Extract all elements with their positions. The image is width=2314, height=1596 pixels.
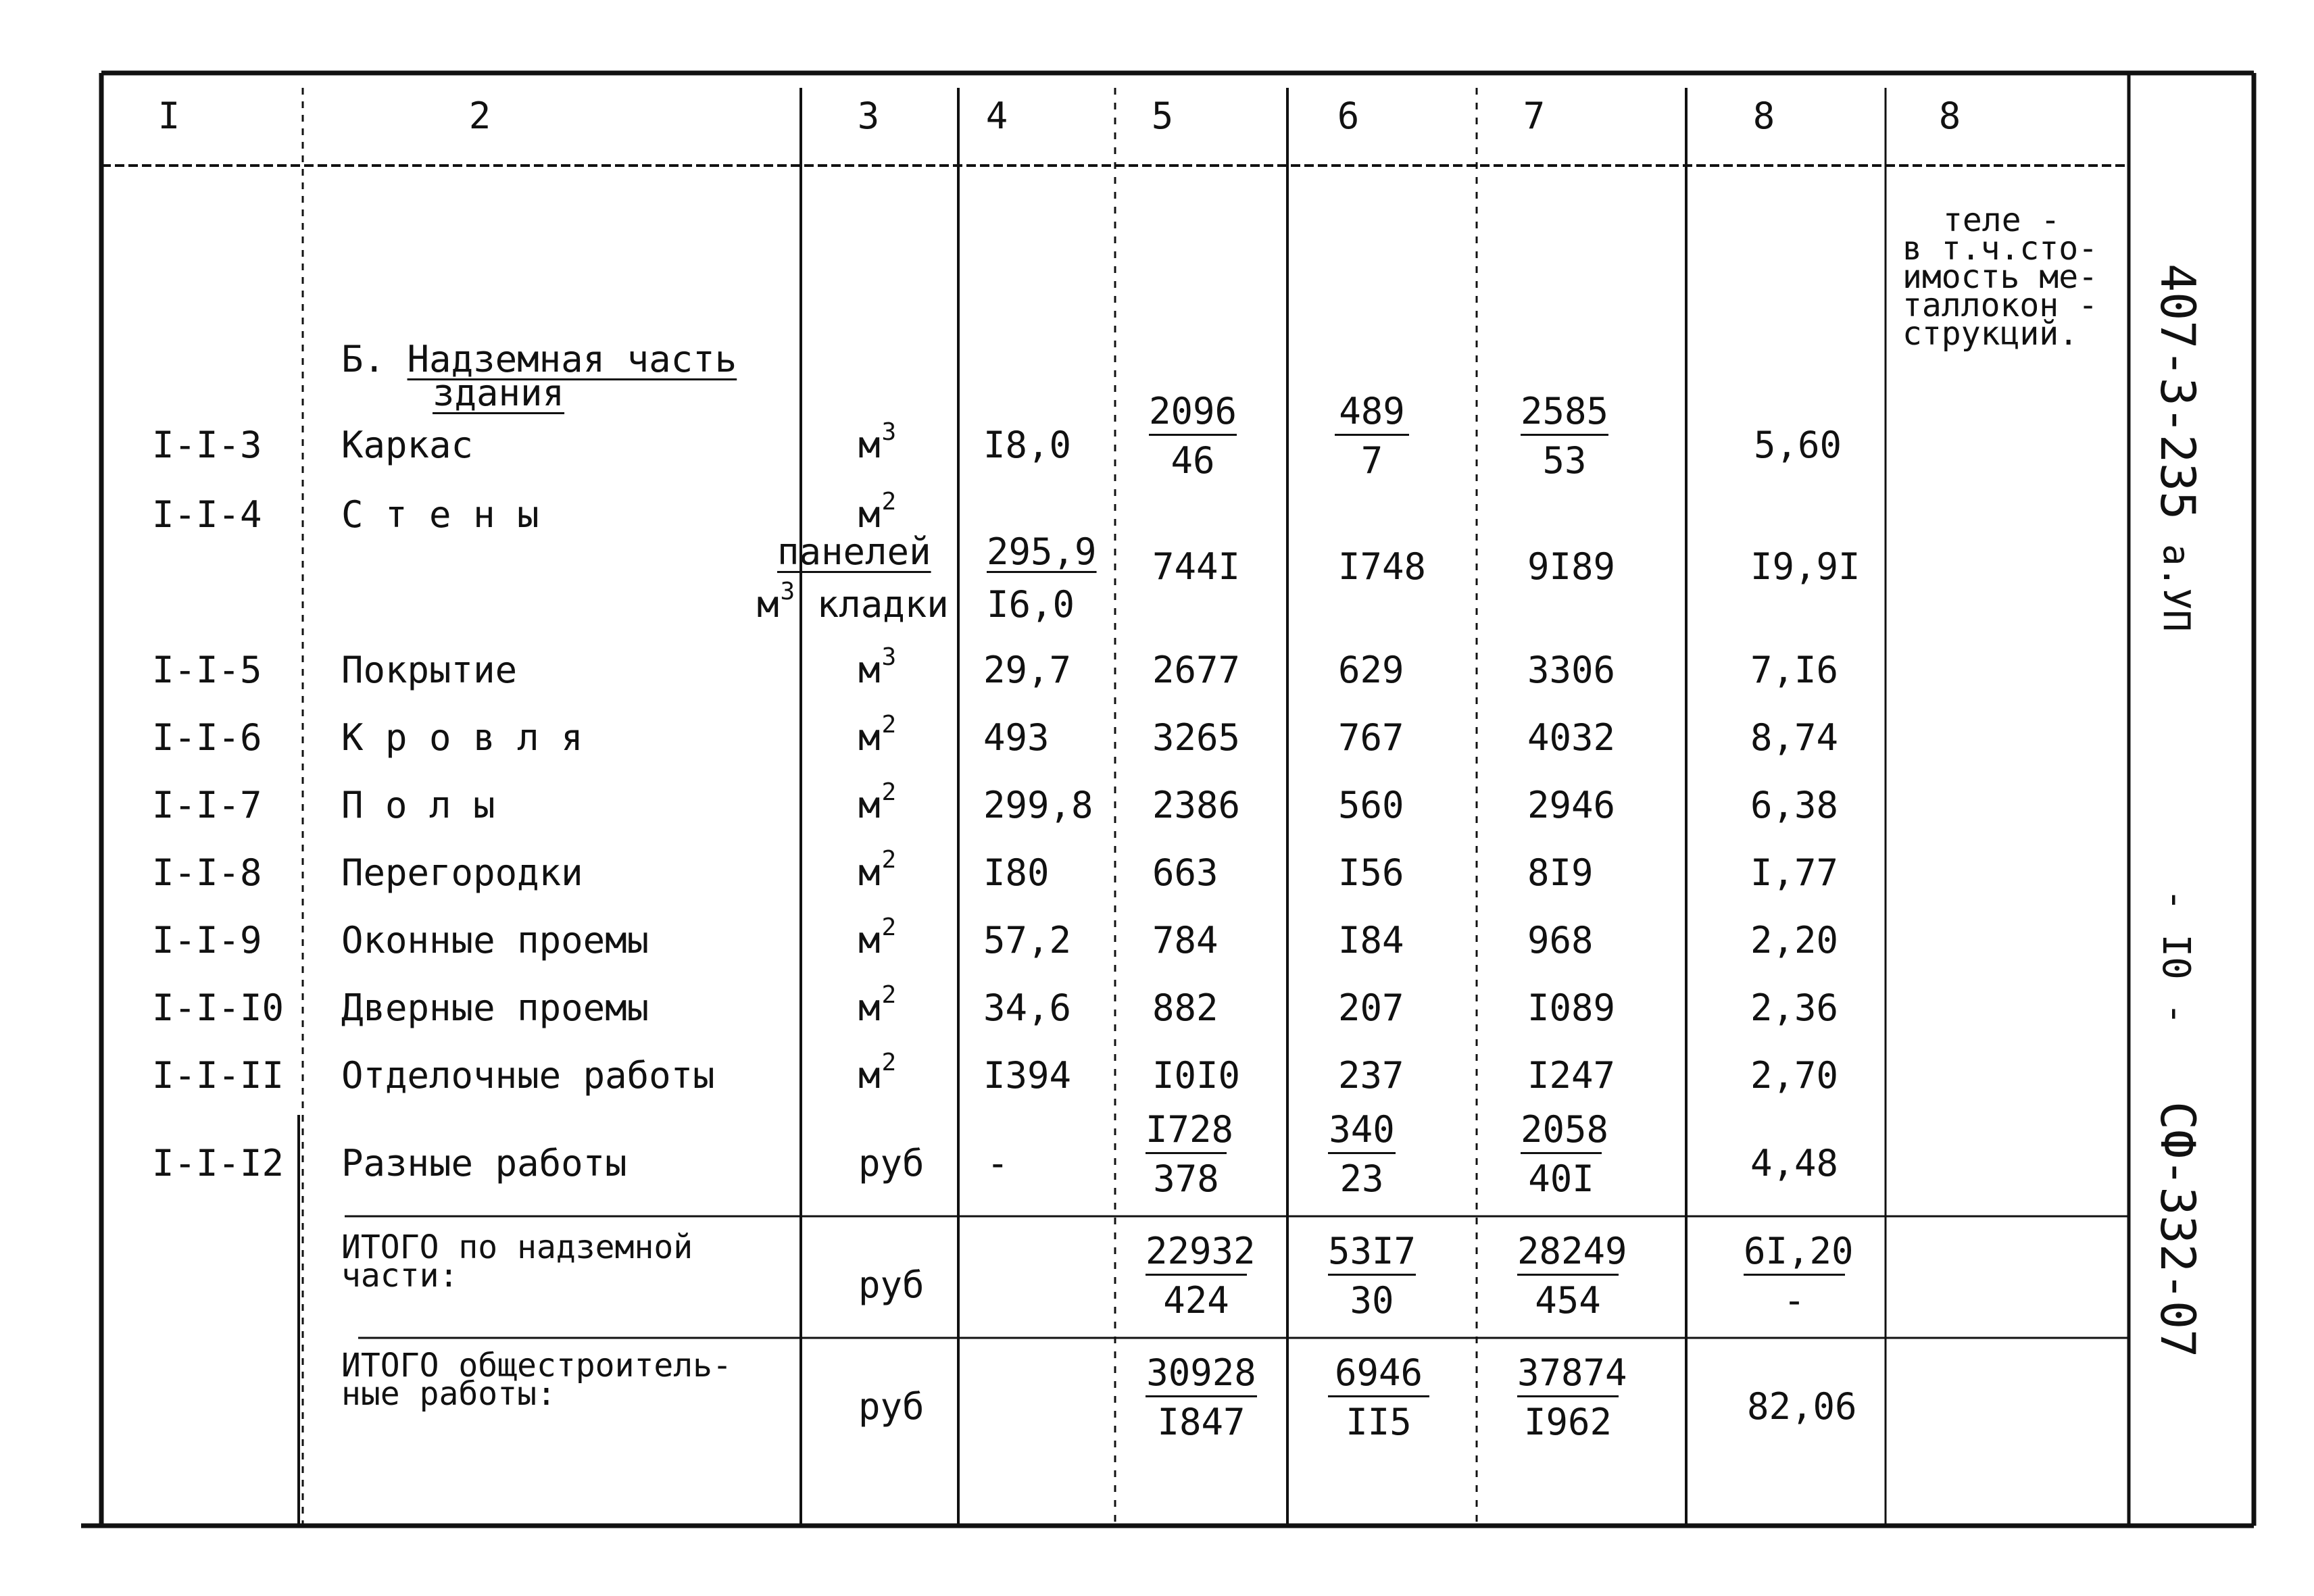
note-line: теле - xyxy=(1943,201,2061,239)
row-c5: 784 xyxy=(1152,919,1218,962)
total-c7-fraction: 28249 454 xyxy=(1517,1230,1627,1322)
row-c7-fraction: 2058 40I xyxy=(1521,1108,1609,1200)
row-unit-sub1: панелей xyxy=(777,530,931,573)
row-unit-sub2: $м^3$ кладки xyxy=(757,578,949,626)
row-unit: $м^2$ xyxy=(858,1049,897,1097)
row-c7-fraction: 2585 53 xyxy=(1521,390,1609,482)
row-c8: 6,38 xyxy=(1750,784,1839,826)
row-c7: 8I9 xyxy=(1527,851,1594,894)
row-c8: 4,48 xyxy=(1750,1142,1839,1184)
row-qty: 299,8 xyxy=(983,784,1093,826)
note-line: в т.ч.сто- xyxy=(1902,230,2098,268)
row-c8: 7,I6 xyxy=(1750,649,1839,691)
total-c8-fraction: 6I,20 - xyxy=(1744,1230,1854,1322)
row-name: Каркас xyxy=(341,424,474,466)
note-line: струкций. xyxy=(1902,315,2079,353)
note-line: таллокон - xyxy=(1902,286,2098,324)
row-code: I-I-9 xyxy=(152,919,262,962)
total-label: ИТОГО общестроитель- ные работы: xyxy=(341,1347,732,1413)
row-qty: 29,7 xyxy=(983,649,1072,691)
row-name: Перегородки xyxy=(341,851,583,894)
row-unit: $м^3$ xyxy=(858,418,897,466)
row-c7: 2946 xyxy=(1527,784,1616,826)
row-c6: 629 xyxy=(1338,649,1404,691)
stamp-page: - I0 - xyxy=(2154,889,2198,1026)
row-unit: $м^2$ xyxy=(858,488,897,536)
row-c5: 744I xyxy=(1152,545,1241,588)
row-qty: I8,0 xyxy=(983,424,1072,466)
row-name: К р о в л я xyxy=(341,716,583,759)
row-name: П о л ы xyxy=(341,784,495,826)
row-qty-sub2: I6,0 xyxy=(987,583,1075,626)
header-col-9: 8 xyxy=(1938,95,1961,137)
total-c8: 82,06 xyxy=(1747,1385,1857,1428)
row-unit: $м^2$ xyxy=(858,711,897,759)
total-c6-fraction: 53I7 30 xyxy=(1328,1230,1417,1322)
row-c6: 560 xyxy=(1338,784,1404,826)
row-c7: 4032 xyxy=(1527,716,1616,759)
row-c7: 968 xyxy=(1527,919,1594,962)
row-code: I-I-8 xyxy=(152,851,262,894)
row-c6: I748 xyxy=(1338,545,1427,588)
row-c5: 882 xyxy=(1152,987,1218,1029)
row-c6: 767 xyxy=(1338,716,1404,759)
section-prefix: Б. xyxy=(341,338,386,380)
row-c6: 207 xyxy=(1338,987,1404,1029)
total-c5-fraction: 30928 I847 xyxy=(1146,1351,1256,1443)
row-c7: 3306 xyxy=(1527,649,1616,691)
header-col-8: 8 xyxy=(1752,95,1775,137)
row-qty: 34,6 xyxy=(983,987,1072,1029)
stamp-album: а.УП xyxy=(2155,543,2198,632)
row-qty: I80 xyxy=(983,851,1050,894)
row-name: Отделочные работы xyxy=(341,1054,715,1097)
total-unit: руб xyxy=(858,1385,925,1428)
row-name: Оконные проемы xyxy=(341,919,649,962)
row-c6-fraction: 489 7 xyxy=(1335,393,1409,479)
total-unit: руб xyxy=(858,1264,925,1306)
header-col-5: 5 xyxy=(1151,95,1174,137)
row-qty: 57,2 xyxy=(983,919,1072,962)
row-name: С т е н ы xyxy=(341,493,539,536)
row-code: I-I-II xyxy=(152,1054,285,1097)
row-c6-fraction: 340 23 xyxy=(1329,1108,1395,1200)
row-c8: 5,60 xyxy=(1754,424,1842,466)
row-c5: 2677 xyxy=(1152,649,1241,691)
row-c6: 237 xyxy=(1338,1054,1404,1097)
total-c6-fraction: 6946 II5 xyxy=(1328,1355,1429,1441)
row-qty: I394 xyxy=(983,1054,1072,1097)
header-col-6: 6 xyxy=(1337,95,1360,137)
row-c6: I56 xyxy=(1338,851,1404,894)
total-c5-fraction: 22932 424 xyxy=(1146,1230,1256,1322)
header-col-7: 7 xyxy=(1523,95,1546,137)
header-col-2: 2 xyxy=(468,95,491,137)
header-col-3: 3 xyxy=(857,95,880,137)
row-c5-fraction: I728 378 xyxy=(1146,1108,1234,1200)
total-c7-fraction: 37874 I962 xyxy=(1517,1351,1627,1443)
note-line: имость ме- xyxy=(1902,258,2098,296)
row-c8: I,77 xyxy=(1750,851,1839,894)
row-code: I-I-5 xyxy=(152,649,262,691)
row-unit: $м^2$ xyxy=(858,981,897,1029)
row-c5: I0I0 xyxy=(1152,1054,1241,1097)
header-col-4: 4 xyxy=(985,95,1008,137)
section-title-line2: здания xyxy=(433,372,565,414)
stamp-doc-number: 407-3-235 xyxy=(2150,264,2205,520)
row-c7: I089 xyxy=(1527,987,1616,1029)
row-c8: 2,70 xyxy=(1750,1054,1839,1097)
row-unit: $м^3$ xyxy=(858,643,897,691)
row-name: Покрытие xyxy=(341,649,518,691)
row-unit: $м^2$ xyxy=(858,846,897,894)
header-col-1: I xyxy=(157,95,180,137)
row-code: I-I-6 xyxy=(152,716,262,759)
row-code: I-I-3 xyxy=(152,424,262,466)
row-c5-fraction: 2096 46 xyxy=(1149,390,1237,482)
row-c8: I9,9I xyxy=(1750,545,1861,588)
row-c5: 663 xyxy=(1152,851,1218,894)
section-title-line1: Надземная часть xyxy=(407,338,737,380)
row-code: I-I-4 xyxy=(152,493,262,536)
row-code: I-I-7 xyxy=(152,784,262,826)
row-c5: 2386 xyxy=(1152,784,1241,826)
row-c6: I84 xyxy=(1338,919,1404,962)
row-unit: $м^2$ xyxy=(858,778,897,826)
row-qty-sub1: 295,9 xyxy=(987,530,1097,573)
row-qty: - xyxy=(987,1142,1009,1184)
row-unit: $м^2$ xyxy=(858,914,897,962)
row-code: I-I-I0 xyxy=(152,987,285,1029)
row-name: Разные работы xyxy=(341,1142,627,1184)
stamp-code: СФ-332-07 xyxy=(2150,1101,2205,1358)
row-c5: 3265 xyxy=(1152,716,1241,759)
row-c7: 9I89 xyxy=(1527,545,1616,588)
row-qty: 493 xyxy=(983,716,1050,759)
row-c8: 2,36 xyxy=(1750,987,1839,1029)
row-code: I-I-I2 xyxy=(152,1142,285,1184)
row-c8: 2,20 xyxy=(1750,919,1839,962)
row-c8: 8,74 xyxy=(1750,716,1839,759)
row-name: Дверные проемы xyxy=(341,987,649,1029)
total-label: ИТОГО по надземной части: xyxy=(341,1228,693,1295)
note-col9 xyxy=(1902,201,2098,353)
row-unit: руб xyxy=(858,1142,925,1184)
row-c7: I247 xyxy=(1527,1054,1616,1097)
